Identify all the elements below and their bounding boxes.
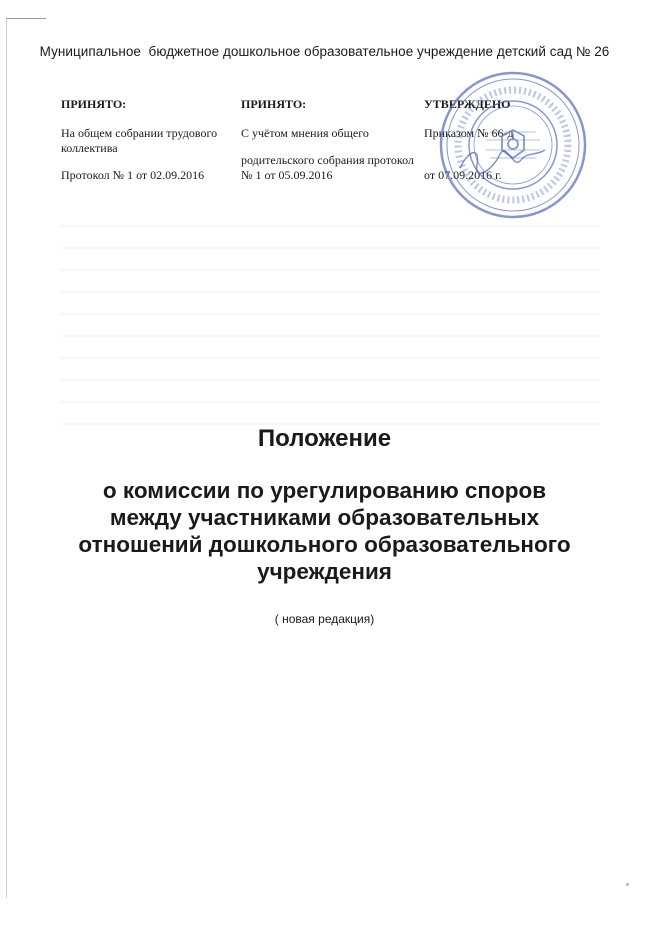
approval-line: На общем собрании трудового коллектива bbox=[61, 126, 218, 155]
approval-protocol: родительского собрания протокол № 1 от 05.09.2016 bbox=[241, 153, 414, 182]
subtitle-line: учреждения bbox=[257, 559, 392, 584]
approval-line: С учётом мнения общего bbox=[241, 126, 369, 140]
signature-icon bbox=[455, 140, 550, 180]
approval-heading: ПРИНЯТО: bbox=[61, 97, 127, 111]
approval-date: от 07.09.2016 г. bbox=[424, 168, 502, 182]
scan-edge-mark bbox=[6, 18, 46, 19]
document-subtitle bbox=[40, 477, 609, 585]
approval-block-staff bbox=[61, 97, 241, 183]
document-title: Положение bbox=[257, 425, 392, 452]
approval-protocol: Протокол № 1 от 02.09.2016 bbox=[61, 168, 205, 182]
scan-edge-line bbox=[6, 18, 7, 898]
subtitle-line: между участниками образовательных bbox=[109, 505, 540, 530]
approval-heading: ПРИНЯТО: bbox=[241, 97, 307, 111]
organization-header: Муниципальное бюджетное дошкольное образовательное учреждение детский сад № 26 bbox=[39, 44, 610, 59]
scan-artifact bbox=[626, 883, 629, 886]
subtitle-line: о комиссии по урегулированию споров bbox=[102, 478, 547, 503]
approval-line: Приказом № 66-д bbox=[424, 126, 514, 140]
approval-heading: УТВЕРЖДЕНО bbox=[424, 97, 511, 111]
edition-note: ( новая редакция) bbox=[274, 612, 375, 626]
approval-block-parents bbox=[241, 97, 419, 183]
subtitle-line: отношений дошкольного образовательного bbox=[78, 532, 571, 557]
reverse-side-bleed bbox=[60, 225, 600, 435]
